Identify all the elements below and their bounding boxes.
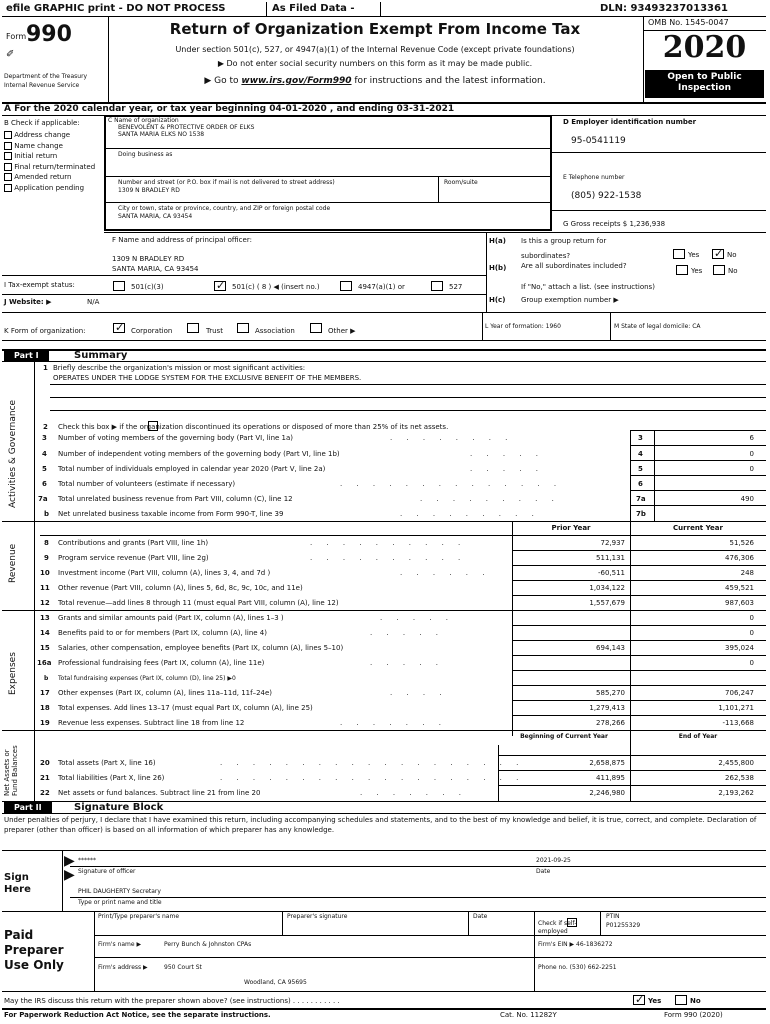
- gov-box: 4: [638, 450, 643, 458]
- date-label: Date: [536, 868, 551, 875]
- section-d-label: D Employer identification number: [563, 118, 697, 126]
- subtitle-2: ▶ Do not enter social security numbers on this form as it may be made public.: [217, 59, 533, 68]
- hb-note: If "No," attach a list. (see instructions): [521, 283, 655, 291]
- status-501c: 501(c) ( 8 ) ◀ (insert no.): [232, 283, 320, 291]
- street-value: 1309 N BRADLEY RD: [118, 187, 180, 194]
- exp-current: 395,024: [725, 644, 754, 652]
- firm-address-label: Firm's address ▶: [98, 964, 148, 971]
- exp-text: Other expenses (Part IX, column (A), lines 11a–11d, 11f–24e): [58, 689, 273, 697]
- ha-no-label: No: [727, 251, 737, 259]
- subtitle-3-post: for instructions and the latest information.: [351, 76, 546, 86]
- dots: . . . . . . .: [340, 719, 447, 727]
- line-1-text: Briefly describe the organization's mission or most significant activities:: [53, 364, 306, 372]
- ha-no-checkbox[interactable]: [712, 249, 724, 259]
- form-word: Form: [6, 32, 27, 41]
- penalty-text: Under penalties of perjury, I declare that I have examined this return, including accompanying schedules and statements, and to the best of my knowledge and belief, it is true, correct, and complete. Declaration of preparer (other than officer) is based on all information of which preparer has any knowledge.: [4, 816, 757, 834]
- here-label: Here: [4, 884, 31, 895]
- check-final-return[interactable]: Final return/terminated: [4, 162, 104, 173]
- check-amended-return[interactable]: Amended return: [4, 172, 104, 183]
- gov-num: 7a: [38, 495, 48, 503]
- k-other-checkbox[interactable]: [310, 323, 322, 333]
- discuss-yes-label: Yes: [648, 997, 662, 1005]
- form-number: 990: [26, 22, 72, 47]
- exp-text: Benefits paid to or for members (Part IX, column (A), line 4): [58, 629, 267, 637]
- gov-num: 6: [42, 480, 47, 488]
- ptin-label: PTIN: [606, 913, 620, 920]
- room-label: Room/suite: [444, 179, 478, 186]
- rev-current: 459,521: [725, 584, 754, 592]
- exp-prior: 278,266: [596, 719, 625, 727]
- checkbox[interactable]: [4, 152, 12, 160]
- hb-yes-label: Yes: [691, 267, 703, 275]
- dots: . . . . . . . .: [390, 434, 514, 442]
- gov-value: 0: [749, 465, 754, 473]
- rev-current: 476,306: [725, 554, 754, 562]
- discuss-text: May the IRS discuss this return with the preparer shown above? (see instructions) . . . . . . . . . . .: [4, 997, 340, 1005]
- part-2-label: Part II: [4, 802, 52, 813]
- gov-num: b: [44, 510, 50, 518]
- net-text: Total liabilities (Part X, line 26): [58, 774, 165, 782]
- filed-banner: As Filed Data -: [272, 3, 355, 14]
- signature-date: 2021-09-25: [536, 857, 571, 864]
- dots: . . . .: [390, 689, 448, 697]
- rev-current: 987,603: [725, 599, 754, 607]
- ptin-value: P01255329: [606, 922, 641, 929]
- dots: . . . . .: [370, 629, 445, 637]
- rev-current: 51,526: [729, 539, 754, 547]
- firm-ein: Firm's EIN ▶ 46-1836272: [538, 941, 613, 948]
- gov-box: 6: [638, 480, 643, 488]
- officer-name: PHIL DAUGHERTY Secretary: [78, 888, 161, 895]
- dots: . . . . . . . . . .: [310, 554, 467, 562]
- ha-text: Is this a group return for: [521, 237, 607, 245]
- section-b-title: B Check if applicable:: [4, 119, 80, 127]
- ha-text-2: subordinates?: [521, 252, 571, 260]
- city-value: SANTA MARIA, CA 93454: [118, 213, 193, 220]
- sign-arrow-icon: ▶ ▶: [64, 853, 75, 883]
- ein-value: 95-0541119: [571, 136, 626, 146]
- side-label-governance: Activities & Governance: [8, 399, 18, 508]
- exp-num: 18: [40, 704, 50, 712]
- efile-banner: efile GRAPHIC print - DO NOT PROCESS: [6, 3, 226, 14]
- net-boy: 2,246,980: [589, 789, 625, 797]
- self-employed-checkbox[interactable]: [567, 918, 577, 927]
- hb-no-checkbox[interactable]: [713, 265, 725, 275]
- exp-text: Salaries, other compensation, employee benefits (Part IX, column (A), lines 5–10): [58, 644, 344, 652]
- k-trust-checkbox[interactable]: [187, 323, 199, 333]
- gov-value: 490: [740, 495, 754, 503]
- gov-box: 7b: [636, 510, 646, 518]
- firm-name: Perry Bunch & Johnston CPAs: [164, 941, 252, 948]
- k-corp: Corporation: [131, 327, 173, 335]
- officer-addr-2: SANTA MARIA, CA 93454: [112, 265, 199, 273]
- exp-current: -113,668: [722, 719, 754, 727]
- exp-current: 706,247: [725, 689, 754, 697]
- subtitle-3-pre: ▶ Go to: [204, 76, 242, 86]
- gov-text: Total unrelated business revenue from Part VIII, column (C), line 12: [58, 495, 293, 503]
- city-label: City or town, state or province, country, and ZIP or foreign postal code: [118, 205, 331, 212]
- rev-text: Investment income (Part VIII, column (A), lines 3, 4, and 7d ): [58, 569, 271, 577]
- gov-num: 5: [42, 465, 47, 473]
- signature-stars: ******: [78, 857, 96, 864]
- status-501c-checkbox[interactable]: [214, 281, 226, 291]
- hb-text: Are all subordinates included?: [521, 262, 627, 270]
- form-footer: Form 990 (2020): [664, 1011, 723, 1019]
- dots: . . . . .: [470, 465, 545, 473]
- officer-addr-1: 1309 N BRADLEY RD: [112, 255, 185, 263]
- exp-text: Professional fundraising fees (Part IX, column (A), line 11e): [58, 659, 265, 667]
- exp-current: 0: [749, 614, 754, 622]
- dots: . . . . . . . . .: [400, 510, 540, 518]
- net-num: 20: [40, 759, 50, 767]
- check-name-change[interactable]: Name change: [4, 141, 104, 152]
- gov-value: 6: [749, 434, 754, 442]
- hc-label: H(c): [489, 296, 506, 304]
- exp-text: Grants and similar amounts paid (Part IX, column (A), lines 1–3 ): [58, 614, 284, 622]
- k-assoc-checkbox[interactable]: [237, 323, 249, 333]
- side-label-expenses: Expenses: [8, 652, 18, 695]
- gov-text: Number of independent voting members of the governing body (Part VI, line 1b): [58, 450, 340, 458]
- net-boy: 411,895: [596, 774, 625, 782]
- dln: DLN: 93493237013361: [600, 3, 728, 14]
- efile-icon: ✐: [6, 49, 15, 60]
- exp-num: 14: [40, 629, 50, 637]
- check-application-pending[interactable]: Application pending: [4, 183, 104, 194]
- dots: . . . . . . .: [360, 789, 467, 797]
- check-initial-return[interactable]: Initial return: [4, 151, 104, 162]
- exp-num: 16a: [37, 659, 52, 667]
- rev-prior: 1,034,122: [589, 584, 625, 592]
- hb-label: H(b): [489, 264, 507, 272]
- omb-number: OMB No. 1545-0047: [648, 18, 729, 27]
- gov-text: Total number of individuals employed in calendar year 2020 (Part V, line 2a): [58, 465, 326, 473]
- website-value: N/A: [87, 298, 100, 306]
- rev-text: Contributions and grants (Part VIII, line 1h): [58, 539, 209, 547]
- net-eoy: 262,538: [725, 774, 754, 782]
- line-2-text: Check this box ▶ if the organization discontinued its operations or disposed of more than 25% of its net assets.: [58, 423, 449, 431]
- preparer-name-label: Print/Type preparer's name: [98, 913, 180, 920]
- exp-num: 19: [40, 719, 50, 727]
- self-employed-label: Check if self-employed: [538, 920, 577, 935]
- status-527-checkbox[interactable]: [431, 281, 443, 291]
- section-j-label: J Website: ▶: [4, 298, 52, 306]
- checkbox[interactable]: [4, 173, 12, 181]
- exp-prior: 1,279,413: [589, 704, 625, 712]
- check-address-change[interactable]: Address change: [4, 130, 104, 141]
- side-label-revenue: Revenue: [8, 543, 18, 583]
- exp-current: 0: [749, 659, 754, 667]
- rev-prior: -60,511: [597, 569, 625, 577]
- hb-yes-checkbox[interactable]: [676, 265, 688, 275]
- discuss-yes-checkbox[interactable]: [633, 995, 645, 1005]
- checkbox[interactable]: [4, 163, 12, 171]
- rev-current: 248: [740, 569, 754, 577]
- part-1-label: Part I: [4, 350, 49, 361]
- net-text: Net assets or fund balances. Subtract line 21 from line 20: [58, 789, 261, 797]
- ha-label: H(a): [489, 237, 506, 245]
- line-2-num: 2: [43, 423, 48, 431]
- firm-city: Woodland, CA 95695: [244, 979, 307, 986]
- gov-num: 3: [42, 434, 47, 442]
- state-domicile: M State of legal domicile: CA: [614, 323, 701, 330]
- dots: . . . . . .: [400, 569, 491, 577]
- dots: . . . . . . . . . . . . . .: [340, 480, 563, 488]
- eoy-header: End of Year: [678, 733, 718, 740]
- net-eoy: 2,455,800: [718, 759, 754, 767]
- use-only-label: Use Only: [4, 958, 64, 972]
- subtitle-1: Under section 501(c), 527, or 4947(a)(1) of the Internal Revenue Code (except private foundations): [175, 45, 575, 54]
- ha-yes-checkbox[interactable]: [673, 249, 685, 259]
- firm-phone: Phone no. (530) 662-2251: [538, 964, 617, 971]
- checkbox[interactable]: [4, 131, 12, 139]
- dots: . . . . . . . . .: [420, 495, 560, 503]
- ha-yes-label: Yes: [688, 251, 700, 259]
- net-eoy: 2,193,262: [718, 789, 754, 797]
- year-formation: L Year of formation: 1960: [485, 323, 561, 330]
- k-trust: Trust: [206, 327, 223, 335]
- subtitle-3: [110, 76, 640, 86]
- street-label: Number and street (or P.O. box if mail is not delivered to street address): [118, 179, 335, 186]
- net-boy: 2,658,875: [589, 759, 625, 767]
- gov-box: 5: [638, 465, 643, 473]
- firm-address: 950 Court St: [164, 964, 202, 971]
- gov-value: 0: [749, 450, 754, 458]
- dots: . . . . .: [470, 450, 545, 458]
- preparer-sig-label: Preparer's signature: [287, 913, 348, 920]
- line-2-checkbox[interactable]: [148, 421, 158, 431]
- gov-text: Net unrelated business taxable income from Form 990-T, line 39: [58, 510, 284, 518]
- k-assoc: Association: [255, 327, 295, 335]
- k-corp-checkbox[interactable]: [113, 323, 125, 333]
- section-e-label: E Telephone number: [563, 174, 625, 181]
- rev-num: 9: [44, 554, 49, 562]
- department: Department of the Treasury Internal Revenue Service: [4, 73, 88, 89]
- net-text: Total assets (Part X, line 16): [58, 759, 156, 767]
- gross-receipts: G Gross receipts $ 1,236,938: [563, 220, 666, 228]
- dots: . . . . . . . . . .: [310, 539, 467, 547]
- status-501c3: 501(c)(3): [131, 283, 164, 291]
- tax-year: 2020: [662, 30, 747, 65]
- phone-value: (805) 922-1538: [571, 191, 642, 201]
- status-4947-checkbox[interactable]: [340, 281, 352, 291]
- rev-num: 12: [40, 599, 50, 607]
- rev-num: 10: [40, 569, 50, 577]
- rev-prior: 511,131: [596, 554, 625, 562]
- current-year-header: Current Year: [673, 524, 723, 532]
- status-527: 527: [449, 283, 463, 291]
- exp-prior: 694,143: [596, 644, 625, 652]
- exp-num: 17: [40, 689, 50, 697]
- dba-label: Doing business as: [118, 151, 173, 158]
- net-num: 21: [40, 774, 50, 782]
- gov-num: 4: [42, 450, 47, 458]
- exp-text: Total expenses. Add lines 13–17 (must equal Part IX, column (A), line 25): [58, 704, 313, 712]
- rev-num: 11: [40, 584, 50, 592]
- checkbox[interactable]: [4, 142, 12, 150]
- line-1-num: 1: [43, 364, 48, 372]
- dots: . . . . . . . . . . . . . . . . . . .: [220, 774, 525, 782]
- prior-year-header: Prior Year: [551, 524, 591, 532]
- section-k-label: K Form of organization:: [4, 327, 86, 335]
- status-501c3-checkbox[interactable]: [113, 281, 125, 291]
- gov-text: Number of voting members of the governing body (Part VI, line 1a): [58, 434, 294, 442]
- org-name-1: BENEVOLENT & PROTECTIVE ORDER OF ELKS: [118, 124, 255, 131]
- rev-text: Other revenue (Part VIII, column (A), lines 5, 6d, 8c, 9c, 10c, and 11e): [58, 584, 303, 592]
- line-16b-num: b: [44, 675, 49, 682]
- exp-current: 0: [749, 629, 754, 637]
- dots: . . . . .: [380, 614, 455, 622]
- exp-num: 15: [40, 644, 50, 652]
- hc-text: Group exemption number ▶: [521, 296, 619, 304]
- pra-notice: For Paperwork Reduction Act Notice, see the separate instructions.: [4, 1011, 271, 1019]
- gov-box: 7a: [636, 495, 646, 503]
- exp-prior: 585,270: [596, 689, 625, 697]
- boy-header: Beginning of Current Year: [520, 733, 608, 740]
- discuss-no-checkbox[interactable]: [675, 995, 687, 1005]
- rev-text: Program service revenue (Part VIII, line 2g): [58, 554, 209, 562]
- status-4947: 4947(a)(1) or: [358, 283, 405, 291]
- org-name-2: SANTA MARIA ELKS NO 1538: [118, 131, 205, 138]
- dots: . . . . .: [370, 659, 445, 667]
- exp-num: 13: [40, 614, 50, 622]
- hb-no-label: No: [728, 267, 738, 275]
- rev-prior: 72,937: [600, 539, 625, 547]
- paid-label: Paid: [4, 928, 34, 942]
- discuss-no-label: No: [690, 997, 701, 1005]
- rev-prior: 1,557,679: [589, 599, 625, 607]
- officer-label: Type or print name and title: [78, 899, 162, 906]
- cat-number: Cat. No. 11282Y: [500, 1011, 557, 1019]
- preparer-label: Preparer: [4, 943, 64, 957]
- checklist-b: [4, 130, 104, 193]
- open-to-public: Open to Public Inspection: [645, 70, 764, 98]
- firm-name-label: Firm's name ▶: [98, 941, 142, 948]
- sign-label: Sign: [4, 872, 29, 883]
- section-i-label: I Tax-exempt status:: [4, 281, 75, 289]
- exp-text: Revenue less expenses. Subtract line 18 from line 12: [58, 719, 245, 727]
- dots: . . . . . . . . . . . . . . . . . . .: [220, 759, 525, 767]
- irs-link[interactable]: www.irs.gov/Form990: [241, 76, 352, 86]
- section-f-label: F Name and address of principal officer:: [112, 236, 252, 244]
- mission-text: OPERATES UNDER THE LODGE SYSTEM FOR THE EXCLUSIVE BENEFIT OF THE MEMBERS.: [53, 374, 362, 382]
- form-title: Return of Organization Exempt From Income Tax: [169, 20, 581, 38]
- part-1-title: Summary: [74, 350, 128, 361]
- rev-num: 8: [44, 539, 49, 547]
- gov-text: Total number of volunteers (estimate if necessary): [58, 480, 236, 488]
- line-16b-text: Total fundraising expenses (Part IX, column (D), line 25) ▶0: [58, 675, 236, 682]
- part-2-title: Signature Block: [74, 802, 164, 813]
- exp-current: 1,101,271: [718, 704, 754, 712]
- net-num: 22: [40, 789, 50, 797]
- checkbox[interactable]: [4, 184, 12, 192]
- signature-label: Signature of officer: [78, 868, 136, 875]
- side-label-net-assets: Net Assets or Fund Balances: [3, 745, 19, 796]
- preparer-date-label: Date: [473, 913, 488, 920]
- gov-box: 3: [638, 434, 643, 442]
- rev-text: Total revenue—add lines 8 through 11 (must equal Part VIII, column (A), line 12): [58, 599, 339, 607]
- k-other: Other ▶: [328, 327, 356, 335]
- section-c-label: C Name of organization: [108, 117, 179, 124]
- line-a: A For the 2020 calendar year, or tax year beginning 04-01-2020 , and ending 03-31-2021: [4, 104, 455, 114]
